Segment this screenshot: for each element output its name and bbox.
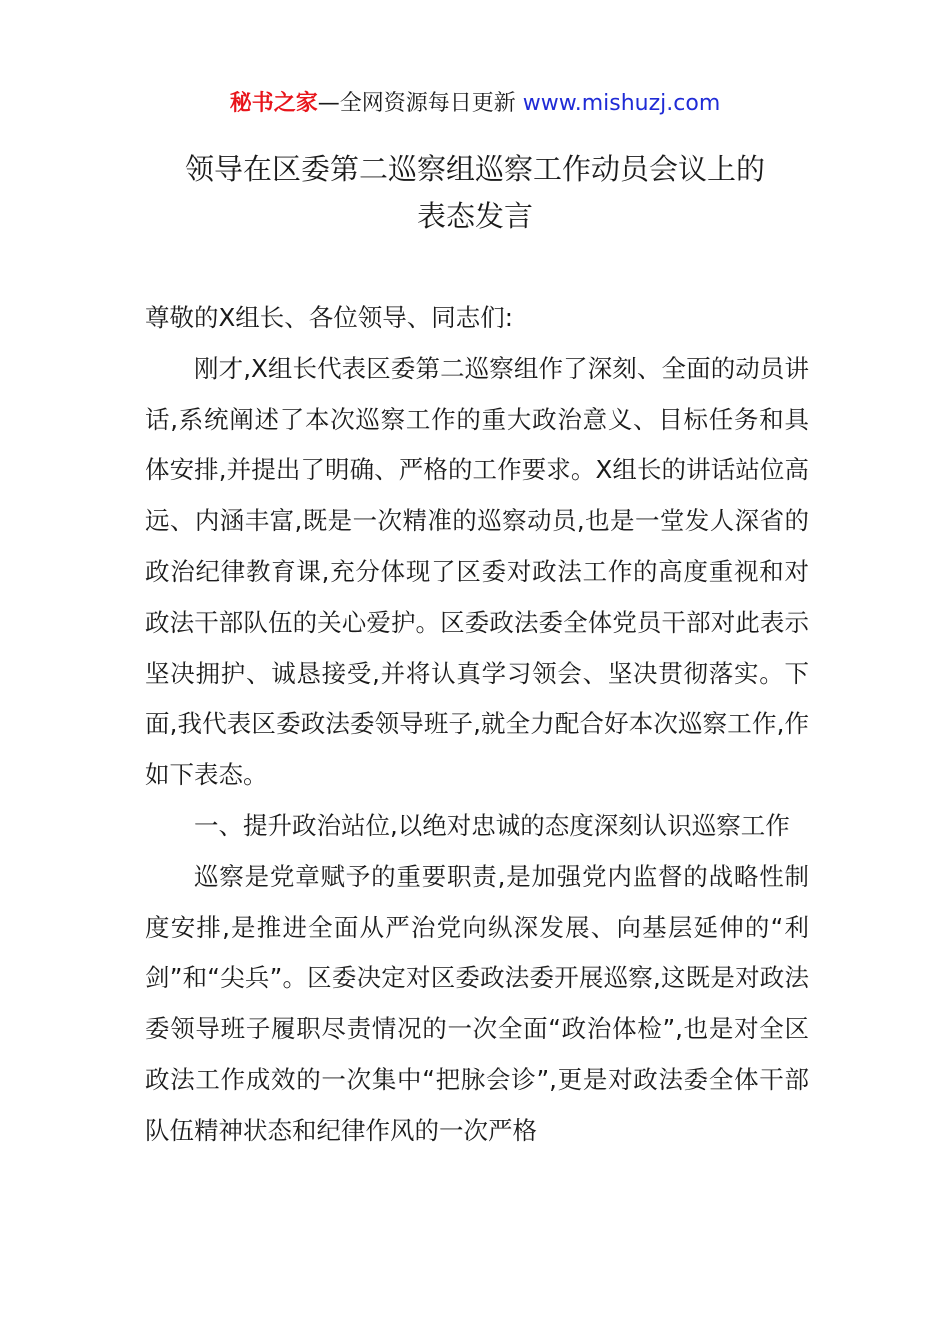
document-title-line-2: 表态发言 [416,199,533,233]
site-name: 秘书之家 [229,91,318,116]
document-title [100,146,850,240]
salutation: 尊敬的X组长、各位领导、同志们: [145,303,514,332]
site-tagline: —全网资源每日更新 [317,91,523,116]
site-header [0,86,950,122]
paragraph-section-1: 巡察是党章赋予的重要职责,是加强党内监督的战略性制度安排,是推进全面从严治党向纵深发展、向基层延伸的“利剑”和“尖兵”。区委决定对区委政法委开展巡察,这既是对政法委领导班子履职尽责情况的一次全面“政治体检”,也是对全区政法工作成效的一次集中“把脉会诊”,更是对政法委全体干部队伍精神状态和纪律作风的一次严格 [145,861,809,1145]
paragraph-opening: 刚才,X组长代表区委第二巡察组作了深刻、全面的动员讲话,系统阐述了本次巡察工作的重大政治意义、目标任务和具体安排,并提出了明确、严格的工作要求。X组长的讲话站位高远、内涵丰富,既是一次精准的巡察动员,也是一堂发人深省的政治纪律教育课,充分体现了区委对政法工作的高度重视和对政法干部队伍的关心爱护。区委政法委全体党员干部对此表示坚决拥护、诚恳接受,并将认真学习领会、坚决贯彻落实。下面,我代表区委政法委领导班子,就全力配合好本次巡察工作,作如下表态。 [145,353,809,790]
document-title-line-1: 领导在区委第二巡察组巡察工作动员会议上的 [184,152,765,186]
site-url-link[interactable]: www.mishuzj.com [522,91,721,116]
section-heading-1: 一、提升政治站位,以绝对忠诚的态度深刻认识巡察工作 [194,810,790,840]
document-body [145,293,809,1157]
